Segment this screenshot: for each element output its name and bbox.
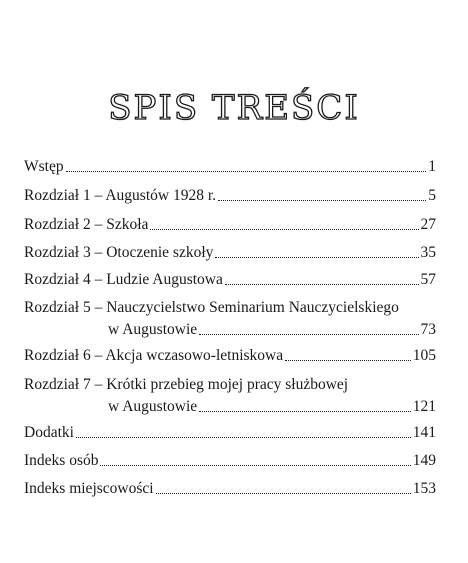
toc-page-number: 27 (420, 216, 436, 233)
toc-page-number: 141 (412, 424, 436, 441)
toc-entry-indeks-miejscowosci (24, 478, 436, 500)
dot-leader (156, 492, 411, 494)
toc-entry-chapter-7 (24, 374, 436, 418)
toc-page-number: 35 (420, 244, 436, 261)
toc-entry-label-continuation: w Augustowie (108, 398, 198, 415)
toc-entry-dodatki (24, 422, 436, 444)
toc-entry-chapter-1 (24, 185, 436, 207)
toc-page-number: 149 (412, 452, 436, 469)
dot-leader (218, 199, 426, 201)
toc-entry-label-continuation: w Augustowie (108, 321, 198, 338)
toc-entry-indeks-osob (24, 450, 436, 472)
toc-page-number: 5 (428, 187, 436, 204)
toc-entry-label: Wstęp (24, 158, 64, 175)
toc-entry-label: Dodatki (24, 424, 74, 441)
dot-leader (225, 283, 419, 285)
toc-entry-label: Rozdział 4 – Ludzie Augustowa (24, 271, 223, 288)
toc-page-number: 121 (412, 398, 436, 415)
dot-leader (100, 464, 410, 466)
toc-entry-chapter-6 (24, 345, 436, 367)
dot-leader (76, 436, 411, 438)
toc-entry-label: Rozdział 3 – Otoczenie szkoły (24, 244, 214, 261)
dot-leader (66, 170, 427, 172)
toc-entry-label: Rozdział 5 – Nauczycielstwo Seminarium Nauczycielskiego (24, 299, 399, 316)
toc-entry-label: Rozdział 6 – Akcja wczasowo-letniskowa (24, 347, 284, 364)
toc-page-number: 57 (420, 271, 436, 288)
toc-entry-chapter-3 (24, 242, 436, 264)
toc-entry-chapter-2 (24, 214, 436, 236)
toc-entry-chapter-5 (24, 297, 436, 341)
toc-entry-label: Indeks miejscowości (24, 480, 154, 497)
toc-page-number: 73 (420, 321, 436, 338)
toc-page-number: 105 (412, 347, 436, 364)
toc-entry-wstep (24, 156, 436, 178)
page-title: SPIS TREŚCI (108, 88, 360, 128)
toc-entry-label: Rozdział 2 – Szkoła (24, 216, 149, 233)
dot-leader (199, 333, 418, 335)
toc-entry-chapter-4 (24, 269, 436, 291)
dot-leader (199, 410, 411, 412)
dot-leader (150, 228, 418, 230)
toc-entry-label: Indeks osób (24, 452, 99, 469)
dot-leader (215, 256, 418, 258)
dot-leader (285, 359, 411, 361)
toc-page-number: 1 (428, 158, 436, 175)
toc-entry-label: Rozdział 1 – Augustów 1928 r. (24, 187, 217, 204)
toc-entry-label: Rozdział 7 – Krótki przebieg mojej pracy służbowej (24, 376, 349, 393)
toc-page-number: 153 (412, 480, 436, 497)
